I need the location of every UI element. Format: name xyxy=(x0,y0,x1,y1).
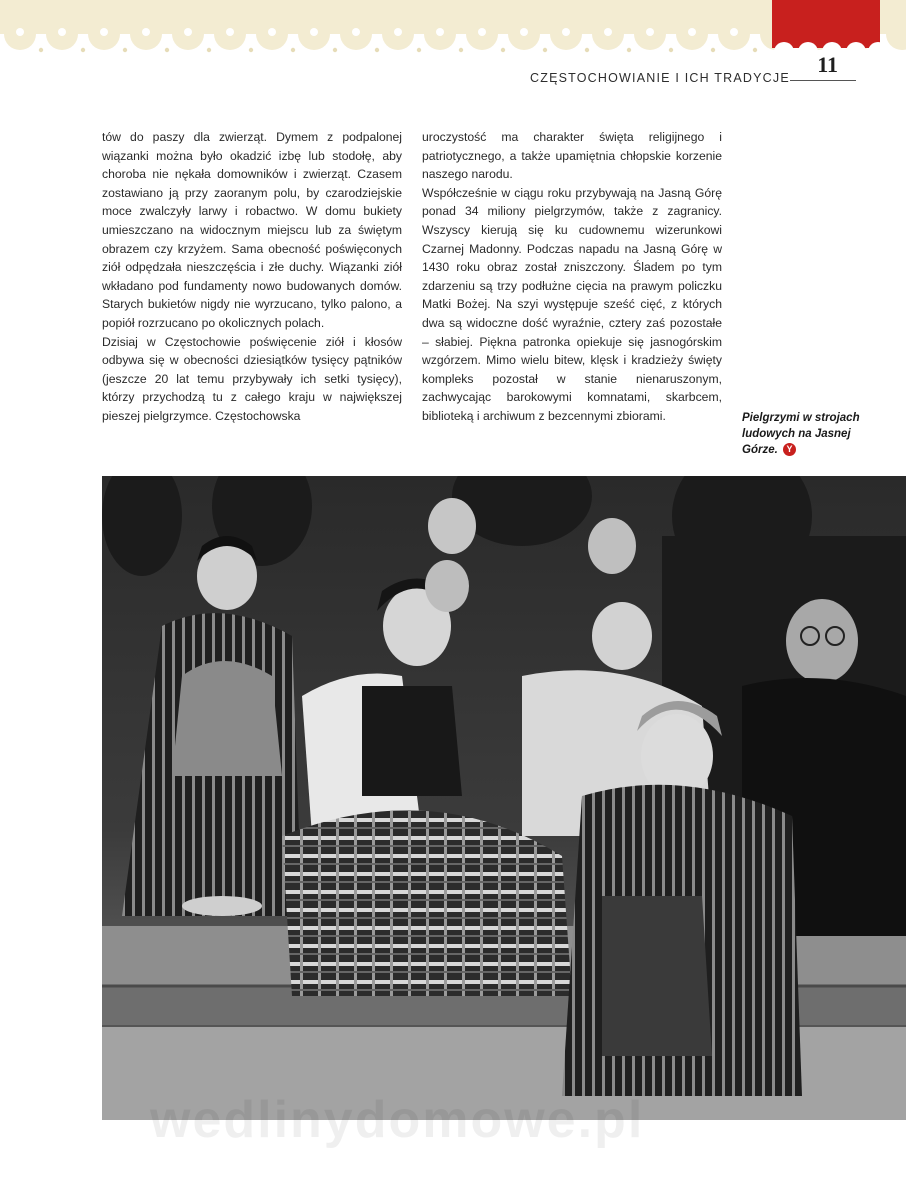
text-column-middle xyxy=(422,128,722,426)
pilgrims-photo xyxy=(102,476,906,1120)
photo-caption xyxy=(742,410,872,458)
running-head: CZĘSTOCHOWIANIE I ICH TRADYCJE xyxy=(530,71,790,85)
paragraph: Współcześnie w ciągu roku przybywają na Jasną Górę ponad 34 miliony pielgrzymów, także z zagranicy. Wszyscy kierują się ku cudownemu wizerunkowi Czarnej Madonny. Podczas napadu na Jasną Górę w 1430 roku obraz został zniszczony. Śladem po tym zdarzeniu są trzy podłużne cięcia na prawym policzku Matki Bożej. Na szyi występuje sześć cięć, z których dwa są widoczne dość wyraźnie, cztery zaś pozostałe – słabiej. Piękna patronka opiekuje się jasnogórskim wzgórzem. Mimo wielu bitew, klęsk i kradzieży święty kompleks pozostał w stanie nienaruszonym, zachwycając barokowymi komnatami, skarbcem, biblioteką i archiwum z bezcennymi zbiorami. xyxy=(422,185,722,423)
caption-text: Pielgrzymi w strojach ludowych na Jasnej Górze. xyxy=(742,412,860,456)
watermark: wedlinydomowe.pl xyxy=(150,1091,645,1149)
caption-arrow-icon: Y xyxy=(783,443,796,456)
paragraph: Dzisiaj w Częstochowie poświęcenie ziół i kłosów odbywa się w obecności dziesiątków tysięcy pątników (jeszcze 20 lat temu przybywały ich setki tysięcy), którzy przychodzą tu z całego kraju w największej pieszej pielgrzymce. Częstochowska xyxy=(102,334,402,423)
text-column-left xyxy=(102,128,402,426)
lace-border xyxy=(0,0,906,60)
running-head-rule xyxy=(790,80,856,81)
paragraph: tów do paszy dla zwierząt. Dymem z podpalonej wiązanki można było okadzić izbę lub stodołę, aby choroba nie nękała domowników i zwierząt. Czasem zostawiano ją przy zaoranym polu, by czarodziejskie moce zwalczyły larwy i robactwo. W domu bukiety umieszczano na widocznym miejscu lub za świętym obrazem czy krzyżem. Sama obecność poświęconych ziół odpędzała nieszczęścia i złe duchy. Wiązanki ziół wkładano pod fundamenty nowo budowanych domów. Starych bukietów nigdy nie wyrzucano, tylko palono, a popiół rozrzucano po okolicznych polach. xyxy=(102,130,402,330)
page-number: 11 xyxy=(817,52,838,77)
paragraph: uroczystość ma charakter święta religijnego i patriotycznego, a także upamiętnia chłopskie korzenie naszego narodu. xyxy=(422,130,722,182)
